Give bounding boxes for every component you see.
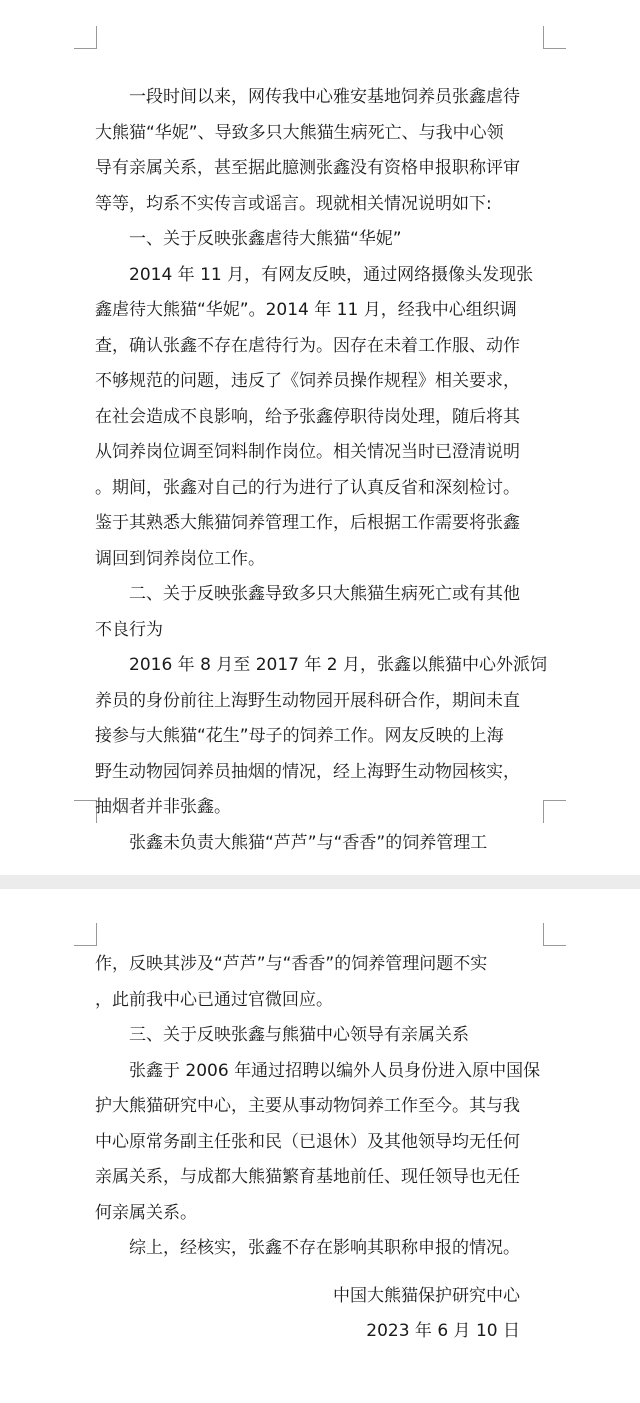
text-line: 导有亲属关系，甚至据此臆测张鑫没有资格申报职称评审 (95, 158, 520, 178)
text-line: 何亲属关系。 (95, 1202, 197, 1223)
text-line: 不够规范的问题，违反了《饲养员操作规程》相关要求， (95, 371, 520, 391)
page-2-body (95, 947, 555, 1267)
signature-date: 2023 年 6 月 10 日 (366, 1321, 520, 1341)
text-line: 作，反映其涉及“芦芦”与“香香”的饲养管理问题不实 (95, 954, 488, 974)
text-line: 在社会造成不良影响，给予张鑫停职待岗处理，随后将其 (95, 406, 520, 427)
page-separator (0, 875, 640, 889)
section-heading-1: 一、关于反映张鑫虐待大熊猫“华妮” (129, 229, 402, 249)
crop-mark-top-left (74, 26, 97, 49)
signature-org: 中国大熊猫保护研究中心 (333, 1286, 520, 1306)
text-line: 鉴于其熟悉大熊猫饲养管理工作，后根据工作需要将张鑫 (95, 513, 520, 533)
crop-mark-top-right (543, 923, 566, 946)
text-line: 从饲养岗位调至饲料制作岗位。相关情况当时已澄清说明 (95, 442, 520, 462)
text-line: 调回到饲养岗位工作。 (95, 548, 265, 569)
text-line: 张鑫未负责大熊猫“芦芦”与“香香”的饲养管理工 (129, 832, 488, 853)
page-1-body (95, 80, 555, 861)
section-heading-3: 三、关于反映张鑫与熊猫中心领导有亲属关系 (129, 1025, 469, 1045)
text-line: 养员的身份前往上海野生动物园开展科研合作，期间未直 (95, 690, 520, 711)
conclusion-line: 综上，经核实，张鑫不存在影响其职称申报的情况。 (129, 1238, 520, 1258)
crop-mark-top-right (543, 26, 566, 49)
text-line: 张鑫于 2006 年通过招聘以编外人员身份进入原中国保 (129, 1060, 541, 1081)
text-line: 大熊猫“华妮”、导致多只大熊猫生病死亡、与我中心领 (95, 122, 504, 143)
text-line: 中心原常务副主任张和民（已退休）及其他领导均无任何 (95, 1131, 520, 1152)
text-line: 亲属关系，与成都大熊猫繁育基地前任、现任领导也无任 (95, 1167, 520, 1187)
crop-mark-top-left (74, 923, 97, 946)
section-heading-2: 二、关于反映张鑫导致多只大熊猫生病死亡或有其他 (129, 584, 520, 604)
text-line: 抽烟者并非张鑫。 (95, 797, 231, 817)
text-line: ，此前我中心已通过官微回应。 (95, 989, 333, 1010)
text-line: 一段时间以来，网传我中心雅安基地饲养员张鑫虐待 (129, 87, 520, 107)
text-line: 鑫虐待大熊猫“华妮”。2014 年 11 月，经我中心组织调 (95, 300, 517, 320)
text-line: 等等，均系不实传言或谣言。现就相关情况说明如下: (95, 193, 492, 214)
text-line: 2016 年 8 月至 2017 年 2 月，张鑫以熊猫中心外派饲 (129, 655, 547, 675)
text-line: 野生动物园饲养员抽烟的情况，经上海野生动物园核实， (95, 761, 520, 782)
text-line: 2014 年 11 月，有网友反映，通过网络摄像头发现张 (129, 264, 534, 285)
crop-mark-bottom-left (74, 800, 97, 823)
text-line: 查，确认张鑫不存在虐待行为。因存在未着工作服、动作 (95, 335, 520, 356)
section-heading-2-cont: 不良行为 (95, 619, 163, 640)
text-line: 接参与大熊猫“花生”母子的饲养工作。网友反映的上海 (95, 726, 504, 746)
text-line: 。期间，张鑫对自己的行为进行了认真反省和深刻检讨。 (95, 477, 520, 498)
text-line: 护大熊猫研究中心，主要从事动物饲养工作至今。其与我 (95, 1096, 520, 1116)
document-page-2 (0, 889, 640, 1403)
